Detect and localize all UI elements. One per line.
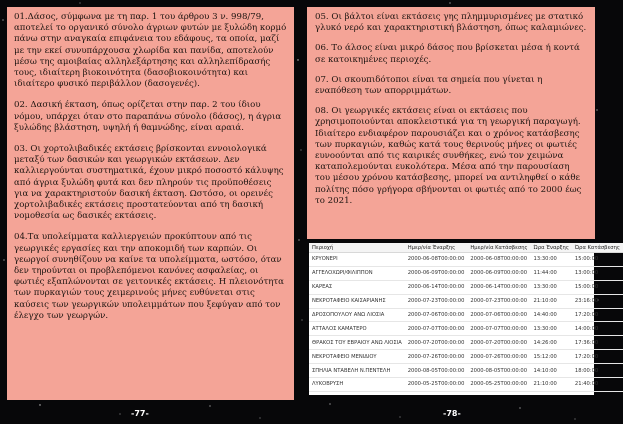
paragraph-marshes: 05. Οι βάλτοι είναι εκτάσεις γης πλημμυρισμένες με στατικό γλυκό νερό και χαρακτηριστική βλάστηση, όπως καλαμιώνες. [315,12,587,34]
cell-area: ΑΤΤΑΛΟΣ ΚΑΜΑΤΕΡΟ [309,322,405,336]
table-row [309,322,623,336]
cell-end-time: 17:36:00 [572,336,623,350]
paragraph-grasslands: 03. Οι χορτολιβαδικές εκτάσεις βρίσκονται εννοιολογικά μεταξύ των δασικών και γεωργικών εκτάσεων. Δεν καλλιεργούνται συστηματικά, έχουν μικρό ποσοστό κάλυψης από άγρια ξυλώδη φυτά και δεν πληρούν τις προϋποθέσεις για να χαρακτηριστούν δασική έκταση. Ωστόσο, οι ορεινές χορτολιβαδικές εκτάσεις προστατεύονται από τη δασική νομοθεσία ως δασικές εκτάσεις. [14,144,284,222]
cell-end-date: 2000-07-26T00:00:00 [467,350,530,364]
fires-data-table [309,243,620,395]
paragraph-grove: 06. Το άλσος είναι μικρό δάσος που βρίσκεται μέσα ή κοντά σε κατοικημένες περιοχές. [315,43,580,65]
cell-start-time: 13:30:00 [531,253,572,267]
cell-start-time: 21:10:00 [531,294,572,308]
cell-end-date: 2000-07-20T00:00:00 [467,336,530,350]
cell-start-time: 13:30:00 [531,280,572,294]
paragraph-forest-land: 02. Δασική έκταση, όπως ορίζεται στην παρ. 2 του ίδιου νόμου, υπάρχει όταν στο παραπάνω σύνολο (δάσος), η άγρια ξυλώδης βλάστηση, υψηλή ή θαμνώδης, είναι αραιά. [14,100,282,133]
page-number-left: -77- [131,409,149,418]
column-header-end-time[interactable]: Ώρα Κατάσβεσης [572,243,623,253]
column-header-end-date[interactable]: Ημερ/νία Κατάσβεσης [467,243,530,253]
cell-start-date: 2000-06-14T00:00:00 [405,280,468,294]
cell-start-date: 2000-07-20T00:00:00 [405,336,468,350]
left-page-panel [7,7,294,400]
cell-area: ΚΡΥΟΝΕΡΙ [309,253,405,267]
cell-end-date: 2000-06-08T00:00:00 [467,253,530,267]
paragraph-agricultural-land: 08. Οι γεωργικές εκτάσεις είναι οι εκτάσεις που χρησιμοποιούνται αποκλειστικά για τη γεωργική παραγωγή. [315,106,581,128]
cell-end-time: 15:00:00 [572,280,623,294]
table-row [309,266,623,280]
cell-start-date: 2000-06-09T00:00:00 [405,266,468,280]
cell-start-time: 21:10:00 [531,378,572,392]
cell-end-time: 23:16:00 [572,294,623,308]
column-header-start-date[interactable]: Ημερ/νία Έναρξης [405,243,468,253]
table-row [309,294,623,308]
paragraph-extinguish-time: Ιδιαίτερο ενδιαφέρον παρουσιάζει και ο χρόνος κατάσβεσης των πυρκαγιών, καθώς κατά τους θερινούς μήνες οι φωτιές ευνοούνται από τις καιρικές συνθήκες, ενώ τον χειμώνα καταπολεμούνται ευκολότερα. Μέσα από την παρουσίαση του μέσου χρόνου κατάσβεσης, μπορεί να αντιληφθεί ο κάθε πολίτης πόσο γρήγορα σβήνονται οι φωτιές από το 2000 έως το 2021. [315,128,582,206]
cell-end-date: 2000-05-25T00:00:00 [467,378,530,392]
cell-end-time: 13:00:00 [572,266,623,280]
cell-end-date: 2000-08-05T00:00:00 [467,364,530,378]
table-header-row [309,243,623,253]
column-header-start-time[interactable]: Ώρα Έναρξης [531,243,572,253]
table-row [309,336,623,350]
cell-start-time: 13:30:00 [531,322,572,336]
cell-start-time: 14:40:00 [531,308,572,322]
cell-start-date: 2000-07-06T00:00:00 [405,308,468,322]
cell-area: ΣΠΗΛΙΑ ΝΤΑΒΕΛΗ Ν.ΠΕΝΤΕΛΗ [309,364,405,378]
cell-end-date: 2000-07-07T00:00:00 [467,322,530,336]
page-number-right: -78- [443,409,461,418]
cell-end-time: 17:20:00 [572,308,623,322]
cell-start-date: 2000-06-08T00:00:00 [405,253,468,267]
cell-area: ΛΥΚΟΒΡΥΣΗ [309,378,405,392]
table-row [309,350,623,364]
column-header-area[interactable]: Περιοχή [309,243,405,253]
cell-area: ΝΕΚΡΟΤΑΦΕΙΟ ΜΕΝΙΔΙΟΥ [309,350,405,364]
cell-end-time: 21:40:00 [572,378,623,392]
paragraph-landfills: 07. Οι σκουπιδότοποι είναι τα σημεία που γίνεται η εναπόθεση των απορριμμάτων. [315,74,543,97]
paragraph-forest-definition: 01.Δάσος, σύμφωνα με τη παρ. 1 του άρθρου 3 ν. 998/79, αποτελεί το οργανικό σύνολο άγριων φυτών με ξυλώδη κορμό πάνω στην αναγκαία επιφάνεια του εδάφους, τα οποία, μαζί με την εκεί συνυπάρχουσα χλωρίδα και πανίδα, αποτελούν μέσω της αμοιβαίας αλληλεξάρτησης και αλληλεπίδρασής τους, ιδιαίτερη βιοκοινότητα (δασοβιοκοινότητα) και ιδιαίτερο φυσικό περιβάλλον (δασογενές). [14,12,287,90]
cell-start-time: 14:10:00 [531,364,572,378]
right-page-panel [307,7,595,239]
cell-end-date: 2000-06-14T00:00:00 [467,280,530,294]
cell-end-time: 18:00:00 [572,364,623,378]
cell-start-date: 2000-08-05T00:00:00 [405,364,468,378]
cell-area: ΘΡΑΚΟΣ ΤΟΥ ΕΒΡΑΙΟΥ ΑΝΩ ΛΙΟΣΙΑ [309,336,405,350]
table-row [309,253,623,267]
cell-start-date: 2000-05-25T00:00:00 [405,378,468,392]
cell-area: ΝΕΚΡΟΤΑΦΕΙΟ ΚΑΙΣΑΡΙΑΝΗΣ [309,294,405,308]
cell-start-time: 11:44:00 [531,266,572,280]
cell-end-date: 2000-06-09T00:00:00 [467,266,530,280]
cell-start-time: 15:12:00 [531,350,572,364]
table-row [309,364,623,378]
cell-area: ΑΓΓΕΛΟΧΩΡΙ/ΦΙΛΙΠΠΟΝ [309,266,405,280]
cell-start-date: 2000-07-23T00:00:00 [405,294,468,308]
table-row [309,280,623,294]
cell-area: ΚΑΡΕΑΣ [309,280,405,294]
cell-end-time: 15:00:00 [572,253,623,267]
table-row [309,308,623,322]
cell-start-date: 2000-07-26T00:00:00 [405,350,468,364]
cell-end-time: 14:00:00 [572,322,623,336]
cell-end-date: 2000-07-23T00:00:00 [467,294,530,308]
paragraph-crop-residues: 04.Τα υπολείμματα καλλιεργειών προκύπτουν από τις γεωργικές εργασίες και την αποκομιδή των καρπών. Οι γεωργοί συνηθίζουν να καίνε τα υπολείμματα, ωστόσο, όταν δεν τηρούνται οι προβλεπόμενοι κανόνες ασφαλείας, οι φωτιές εξαπλώνονται σε γειτονικές εκτάσεις. Η πλειονότητα των πυρκαγιών τους χειμερινούς μήνες ευθύνεται στις καύσεις των γεωργικών υπολειμμάτων που ξεφύγαν από τον έλεγχο των γεωργών. [14,232,284,321]
cell-start-time: 14:26:00 [531,336,572,350]
cell-start-date: 2000-07-07T00:00:00 [405,322,468,336]
cell-end-date: 2000-07-06T00:00:00 [467,308,530,322]
cell-end-time: 17:20:00 [572,350,623,364]
table-row [309,378,623,392]
cell-area: ΔΡΟΣΟΠΟΥΛΟΥ ΑΝΩ ΛΙΟΣΙΑ [309,308,405,322]
